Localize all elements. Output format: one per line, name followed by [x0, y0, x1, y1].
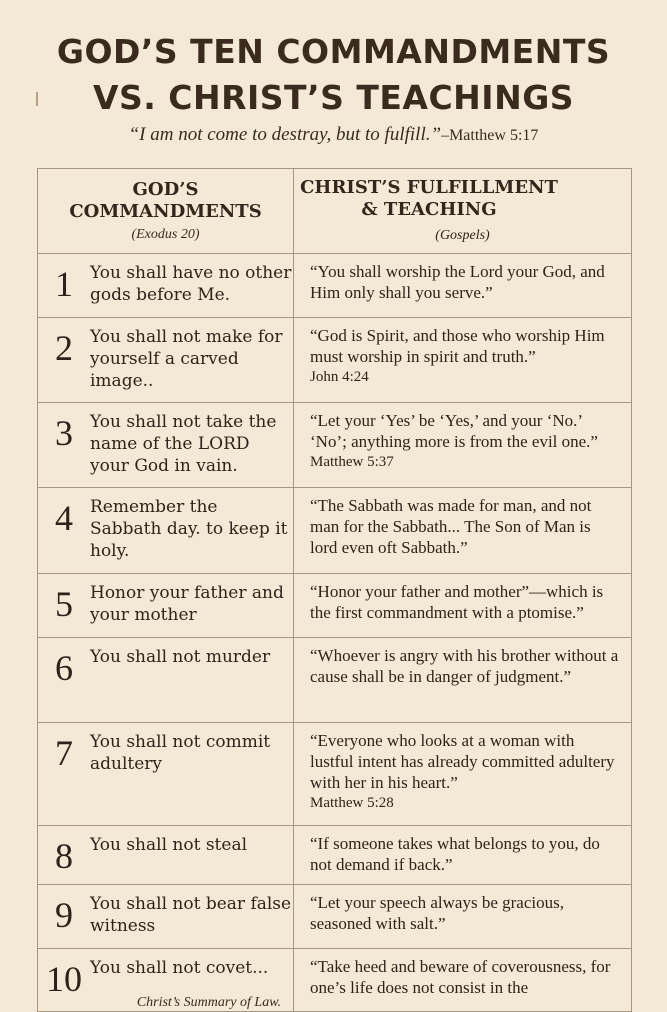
row-number: 7 [55, 733, 73, 773]
page-title-line2: VS. CHRIST’S TEACHINGS [92, 78, 575, 117]
teaching-text: “Everyone who looks at a woman with lustful intent has already committed adultery with her in his heart.” [310, 731, 615, 792]
commandment-text: You shall not murder [90, 647, 271, 667]
scripture-quote [0, 124, 667, 146]
table-row [38, 825, 631, 884]
teaching-text: “God is Spirit, and those who worship Him must worship in spirit and truth.” [310, 326, 605, 366]
header-commandments-sub: (Exodus 20) [131, 227, 200, 242]
teaching-reference: Matthew 5:37 [310, 454, 394, 470]
teaching-text: “Honor your father and mother”—which is the first commandment with a ptomise.” [310, 582, 604, 622]
commandment-text: You shall not covet... [90, 958, 269, 978]
table-row [38, 573, 631, 637]
row-number: 2 [55, 328, 73, 368]
teaching-reference: John 4:24 [310, 369, 369, 385]
table-row [38, 722, 631, 825]
commandment-text: You shall not take the name of the LORD your God in vain. [90, 412, 277, 476]
table-row [38, 253, 631, 317]
teaching-text: “Let your speech always be gracious, seasoned with salt.” [310, 893, 564, 933]
teaching-reference: Matthew 5:28 [310, 795, 394, 811]
row-number: 1 [55, 264, 73, 304]
table-row [38, 637, 631, 722]
commandment-text: You shall not make for yourself a carved image.. [90, 327, 283, 391]
row-number: 4 [55, 498, 73, 538]
commandment-text: You shall not steal [90, 835, 248, 855]
commandment-text: You shall have no other gods before Me. [90, 263, 292, 305]
row-number: 5 [55, 584, 73, 624]
teaching-text: “Take heed and beware of coverousness, for one’s life does not consist in the [310, 957, 611, 997]
row-number: 10 [46, 959, 82, 999]
quote-reference: –Matthew 5:17 [441, 127, 539, 144]
commandment-text: You shall not commit adultery [90, 732, 271, 774]
row-number: 6 [55, 648, 73, 688]
commandment-text: Remember the Sabbath day. to keep it holy. [90, 497, 288, 561]
header-teaching-title: CHRIST’S FULFILLMENT & TEACHING [300, 177, 558, 220]
row-number: 8 [55, 836, 73, 876]
table-row [38, 884, 631, 948]
table-row [38, 317, 631, 402]
commandment-text: Honor your father and your mother [90, 583, 284, 625]
header-teaching [294, 169, 631, 253]
table-row [38, 402, 631, 487]
quote-text: “I am not come to destray, but to fulfill.” [128, 124, 442, 145]
row-number: 3 [55, 413, 73, 453]
table-header-row [38, 169, 631, 253]
table-row [38, 948, 631, 1011]
page-title-line1: GOD’S TEN COMMANDMENTS [56, 32, 611, 71]
comparison-table [37, 168, 632, 1012]
summary-caption: Christ’s Summary of Law. [136, 995, 281, 1010]
teaching-text: “If someone takes what belongs to you, do not demand if back.” [310, 834, 600, 874]
row-number: 9 [55, 895, 73, 935]
teaching-text: “Let your ‘Yes’ be ‘Yes,’ and your ‘No.’ ‘No’; anything more is from the evil one.” [310, 411, 598, 451]
header-commandments-title: GOD’S COMMANDMENTS [69, 179, 262, 222]
teaching-text: “You shall worship the Lord your God, and Him only shall you serve.” [310, 262, 605, 302]
header-commandments [38, 169, 294, 253]
header-teaching-sub: (Gospels) [435, 228, 490, 243]
teaching-text: “The Sabbath was made for man, and not man for the Sabbath... The Son of Man is lord even oft Sabbath.” [310, 496, 592, 557]
table-row [38, 487, 631, 573]
commandment-text: You shall not bear false witness [90, 894, 292, 936]
teaching-text: “Whoever is angry with his brother without a cause shall be in danger of judgment.” [310, 646, 619, 686]
